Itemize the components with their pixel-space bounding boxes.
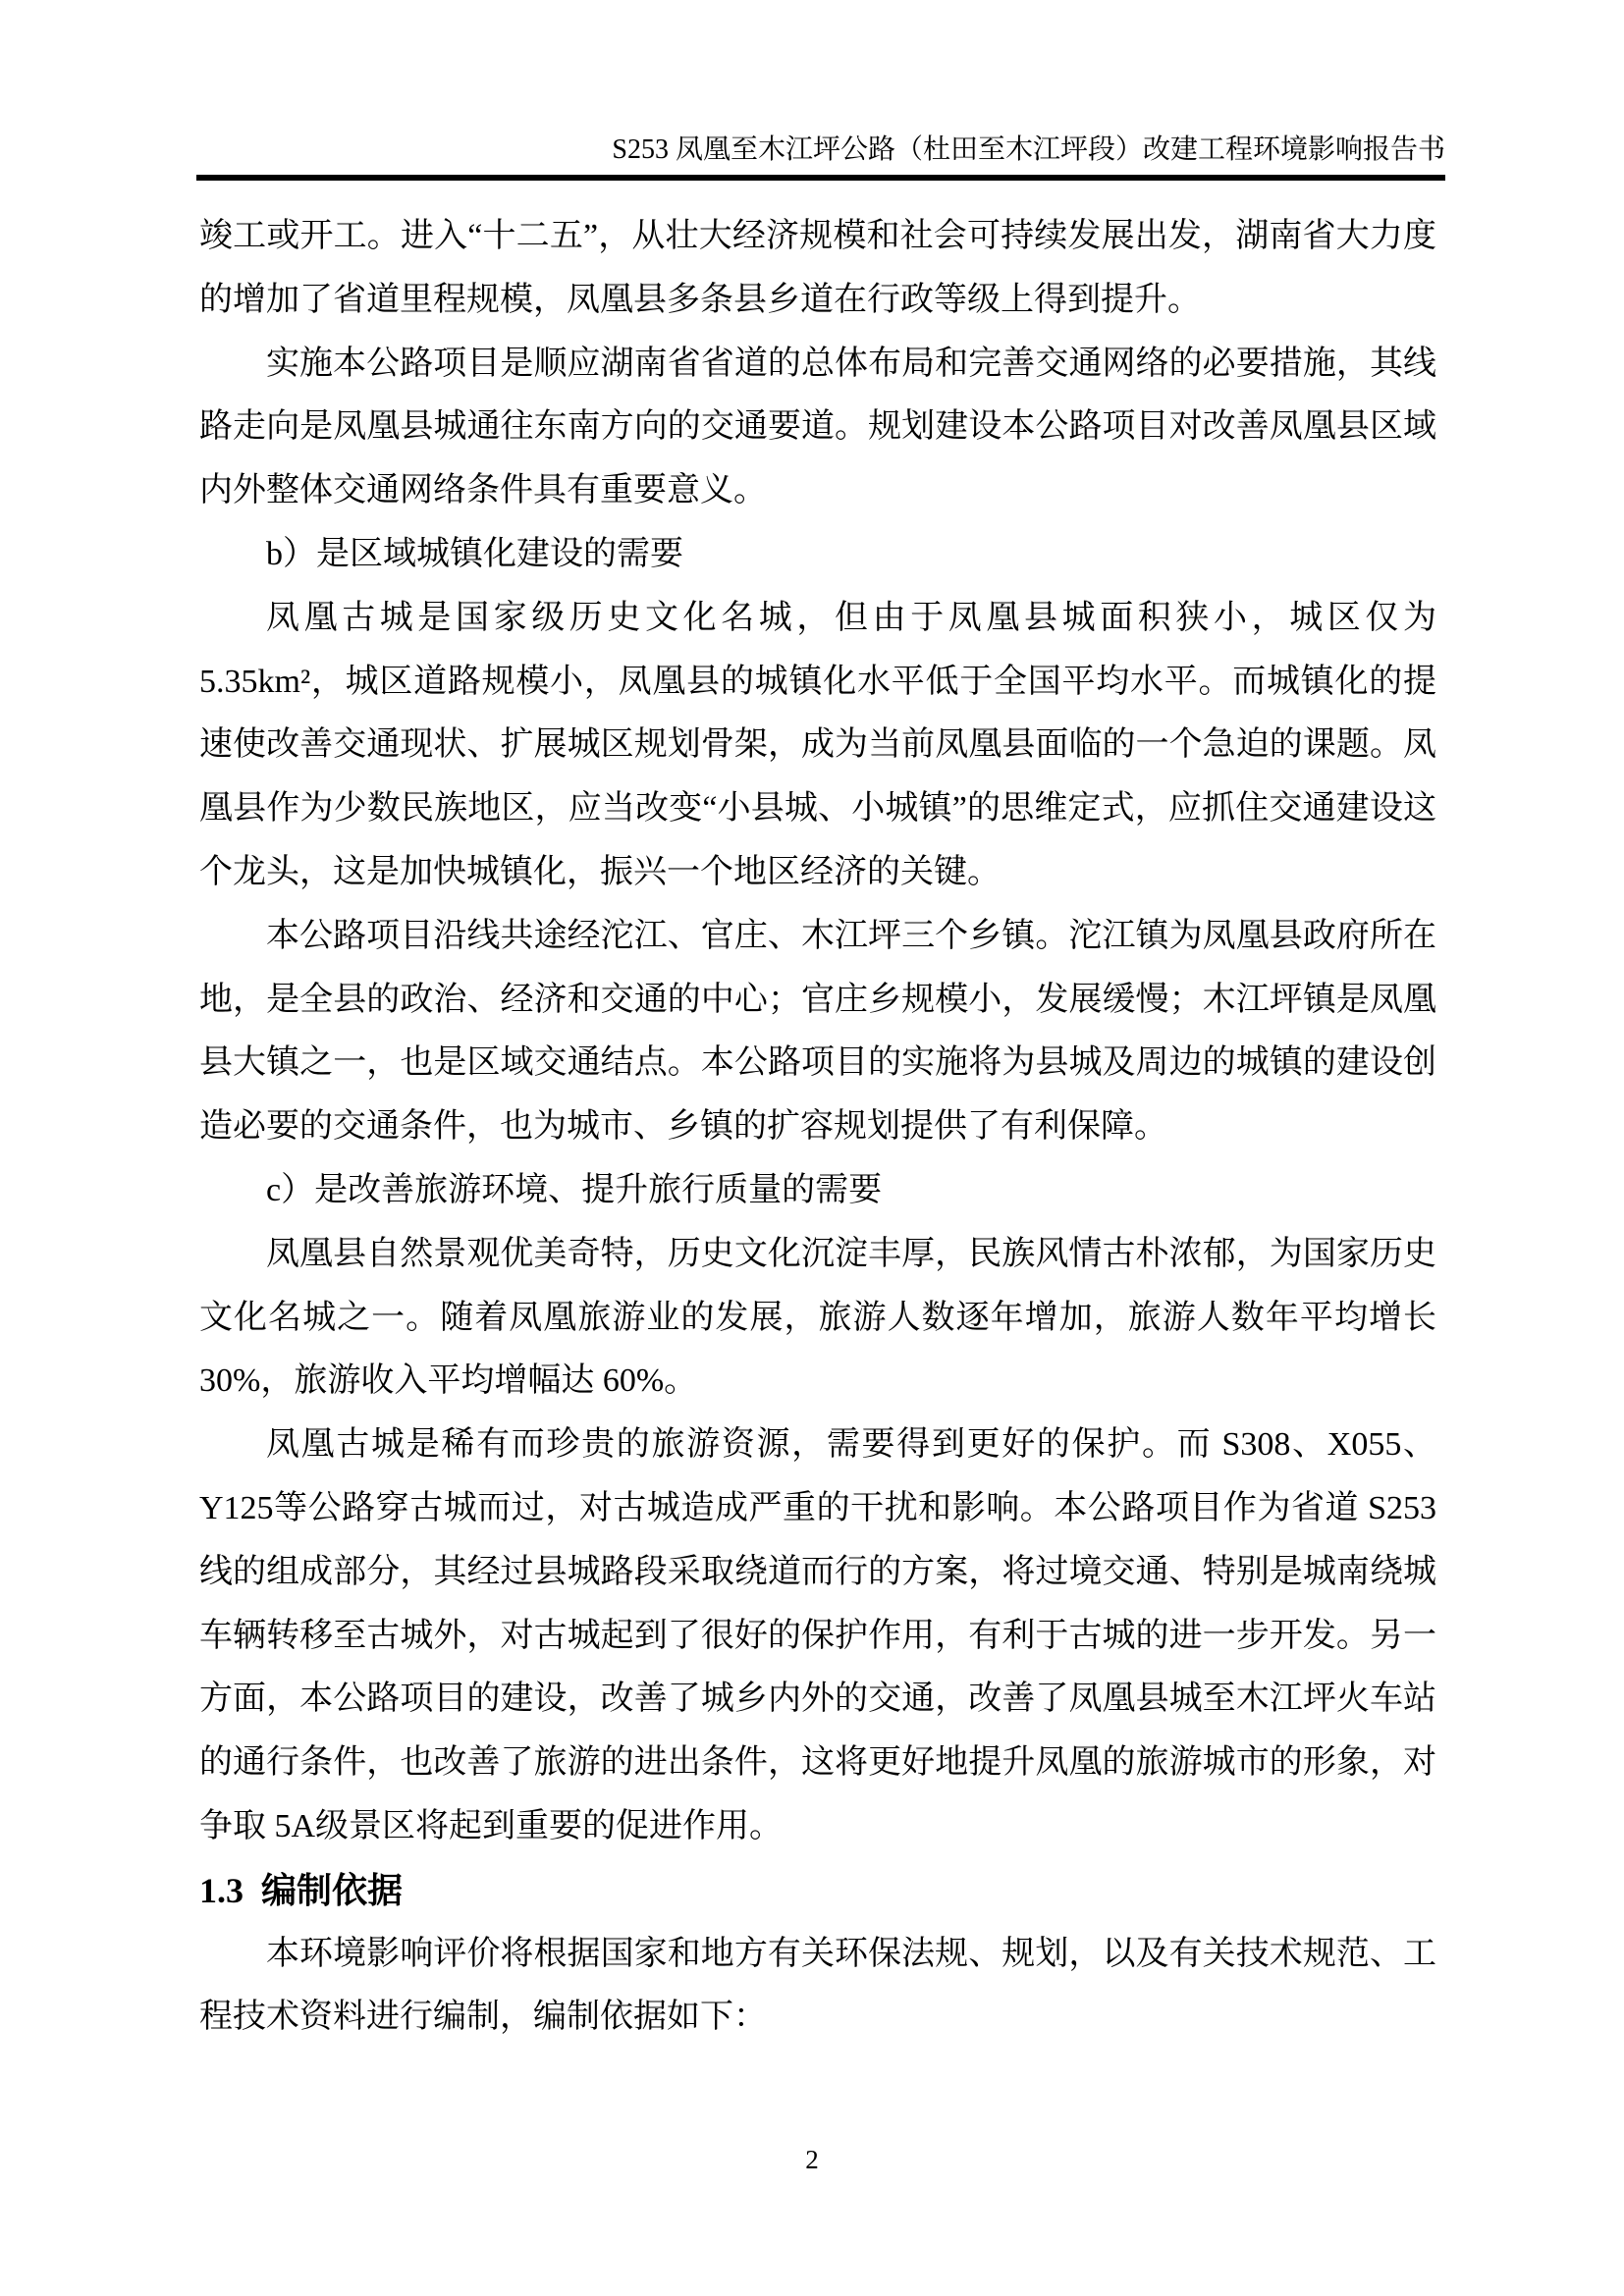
paragraph: 凤凰县自然景观优美奇特，历史文化沉淀丰厚，民族风情古朴浓郁，为国家历史文化名城之一。随着凤凰旅游业的发展，旅游人数逐年增加，旅游人数年平均增长30%，旅游收入平均增幅达 60%。 [199, 1235, 1436, 1400]
page-footer [0, 2143, 1624, 2176]
section-heading-1-3: 1.3 编制依据 [199, 1870, 404, 1910]
subsection-heading-b: b）是区域城镇化建设的需要 [266, 535, 683, 572]
paragraph: 本环境影响评价将根据国家和地方有关环保法规、规划，以及有关技术规范、工程技术资料进行编制，编制依据如下： [199, 1935, 1436, 2036]
paragraph: 本公路项目沿线共途经沱江、官庄、木江坪三个乡镇。沱江镇为凤凰县政府所在地，是全县的政治、经济和交通的中心；官庄乡规模小，发展缓慢；木江坪镇是凤凰县大镇之一，也是区域交通结点。本公路项目的实施将为县城及周边的城镇的建设创造必要的交通条件，也为城市、乡镇的扩容规划提供了有利保障。 [199, 917, 1436, 1146]
document-body [199, 205, 1436, 2050]
header-title: S253 凤凰至木江坪公路（杜田至木江坪段）改建工程环境影响报告书 [612, 134, 1445, 165]
paragraph: 实施本公路项目是顺应湖南省省道的总体布局和完善交通网络的必要措施，其线路走向是凤凰县城通往东南方向的交通要道。规划建设本公路项目对改善凤凰县区域内外整体交通网络条件具有重要意义。 [199, 345, 1436, 509]
paragraph-continuation: 竣工或开工。进入“十二五”，从壮大经济规模和社会可持续发展出发，湖南省大力度的增加了省道里程规模，凤凰县多条县乡道在行政等级上得到提升。 [199, 218, 1436, 318]
paragraph: 凤凰古城是国家级历史文化名城，但由于凤凰县城面积狭小，城区仅为 5.35km²，城区道路规模小，凤凰县的城镇化水平低于全国平均水平。而城镇化的提速使改善交通现状、扩展城区规划骨架，成为当前凤凰县面临的一个急迫的课题。凤凰县作为少数民族地区，应当改变“小县城、小城镇”的思维定式，应抓住交通建设这个龙头，这是加快城镇化，振兴一个地区经济的关键。 [199, 599, 1436, 890]
page-header [196, 132, 1445, 181]
paragraph: 凤凰古城是稀有而珍贵的旅游资源，需要得到更好的保护。而 S308、X055、Y125等公路穿古城而过，对古城造成严重的干扰和影响。本公路项目作为省道 S253 线的组成部分，其经过县城路段采取绕道而行的方案，将过境交通、特别是城南绕城车辆转移至古城外，对古城起到了很好的保护作用，有利于古城的进一步开发。另一方面，本公路项目的建设，改善了城乡内外的交通，改善了凤凰县城至木江坪火车站的通行条件，也改善了旅游的进出条件，这将更好地提升凤凰的旅游城市的形象，对争取 5A级景区将起到重要的促进作用。 [199, 1426, 1436, 1844]
subsection-heading-c: c）是改善旅游环境、提升旅行质量的需要 [266, 1171, 883, 1208]
page-number: 2 [805, 2145, 819, 2174]
